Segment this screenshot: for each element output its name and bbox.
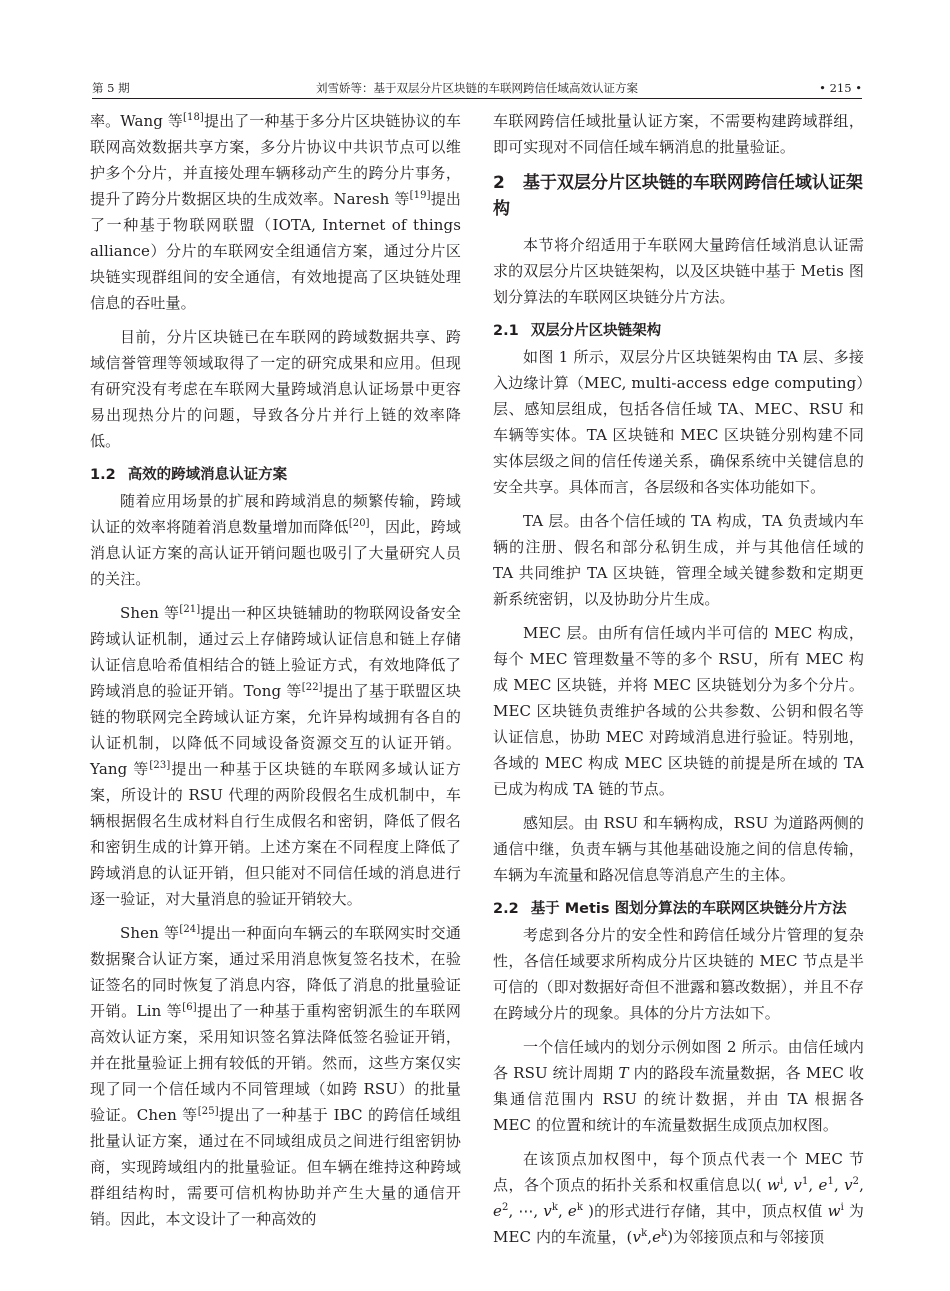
paragraph-ta-layer: TA 层。由各个信任域的 TA 构成，TA 负责域内车辆的注册、假名和部分私钥生成，并与其他信任域的 TA 共同维护 TA 区块链，管理全域关键参数和定期更新系统密钥，以及协助分片生成。 [493, 512, 864, 608]
text-run: 率。Wang 等 [90, 112, 183, 130]
text-run: , [808, 1176, 819, 1194]
citation-ref: k [641, 1228, 648, 1239]
text-run: 提出一种面向车辆云的车联网实时交通数据聚合认证方案，通过采用消息恢复签名技术，在验证签名的同时恢复了消息内容，降低了消息的批量验证开销。Lin 等 [90, 924, 462, 1020]
citation-ref: [21] [179, 604, 201, 615]
section-title: 基于 Metis 图划分算法的车联网区块链分片方法 [530, 901, 847, 917]
issue-number: 第 5 期 [92, 81, 130, 95]
section-heading-1-2 [90, 462, 461, 488]
paragraph-perception-layer: 感知层。由 RSU 和车辆构成，RSU 为道路两侧的通信中继，负责车辆与其他基础设施之间的信息传输，车辆为车流量和路况信息等消息产生的主体。 [493, 814, 864, 884]
text-run: 内的路段车流量数据，各 MEC 收集通信范围内 RSU 的统计数据，并由 TA 根据各 MEC 的位置和统计的车流量数据生成顶点加权图。 [493, 1064, 864, 1134]
right-column [493, 108, 864, 1258]
citation-ref: [18] [182, 112, 204, 123]
math-symbol: T [618, 1064, 629, 1082]
text-run: 提出了一种基于 IBC 的跨信任域组批量认证方案，通过在不同域组成员之间进行组密钥协商，实现跨域组内的批量验证。但车辆在维持这种跨域群组结构时，需要可信机构协助并产生大量的通信开销。因此，本文设计了一种高效的 [90, 1106, 461, 1228]
citation-ref: 1 [801, 1176, 809, 1187]
text-run: )为邻接顶点和与邻接顶 [667, 1228, 825, 1246]
citation-ref: 2 [501, 1202, 509, 1213]
citation-ref: 2 [852, 1176, 860, 1187]
section-title: 基于双层分片区块链的车联网跨信任域认证架构 [493, 173, 863, 219]
citation-ref: [19] [409, 190, 431, 201]
text-run: , [783, 1176, 794, 1194]
text-run: , [859, 1176, 864, 1194]
text-run: ，因此，跨域消息认证方案的高认证开销问题也吸引了大量研究人员的关注。 [90, 518, 461, 588]
paragraph-sharding-security: 考虑到各分片的安全性和跨信任域分片管理的复杂性，各信任域要求所构成分片区块链的 MEC 节点是半可信的（即对数据好奇但不泄露和篡改数据），并且不存在跨域分片的现象。具体的分片方法如下。 [493, 926, 864, 1022]
section-heading-2-1 [493, 318, 864, 344]
text-run: 提出了一种基于重构密钥派生的车联网高效认证方案，采用知识签名算法降低签名验证开销，并在批量验证上拥有较低的开销。然而，这些方案仅实现了同一个信任域内不同管理域（如跨 RSU）的批量验证。Chen 等 [90, 1002, 461, 1124]
citation-ref: i [779, 1176, 784, 1187]
text-run: )的形式进行存储，其中，顶点权值 [583, 1202, 828, 1220]
text-run: 为 MEC 内的车流量，( [493, 1202, 864, 1246]
text-run: 提出了基于联盟区块链的物联网完全跨域认证方案，允许异构域拥有各自的认证机制，以降低不同域设备资源交互的认证开销。Yang 等 [90, 682, 461, 778]
citation-ref: k [661, 1228, 668, 1239]
section-number: 2 [493, 173, 505, 193]
text-run: , ⋯, [508, 1202, 544, 1220]
citation-ref: [25] [197, 1106, 219, 1117]
text-run: , [558, 1202, 568, 1220]
paragraph-vertex-weighted-graph [493, 1146, 864, 1250]
section-title: 高效的跨域消息认证方案 [127, 467, 288, 483]
citation-ref: [22] [301, 682, 323, 693]
citation-ref: [24] [179, 924, 201, 935]
paragraph-partition-example [493, 1034, 864, 1138]
left-column [90, 108, 461, 1240]
section-heading-2 [493, 170, 864, 222]
paragraph-wang-naresh [90, 108, 461, 316]
paragraph-shen-tong-yang [90, 600, 461, 912]
paragraph-mec-layer: MEC 层。由所有信任域内半可信的 MEC 构成，每个 MEC 管理数量不等的多个 RSU，所有 MEC 构成 MEC 区块链，并将 MEC 区块链划分为多个分片。MEC 区块链负责维护各域的公共参数、公钥和假名等认证信息，协助 MEC 对跨域消息进行验证。特别地，各域的 MEC 构成 MEC 区块链的前提是所在域的 TA 已成为构成 TA 链的节点。 [493, 624, 864, 798]
paragraph-section-intro: 本节将介绍适用于车联网大量跨信任域消息认证需求的双层分片区块链架构，以及区块链中基于 Metis 图划分算法的车联网区块链分片方法。 [493, 236, 864, 306]
paragraph-cross-domain-cost [90, 488, 461, 592]
section-heading-2-2 [493, 896, 864, 922]
section-number: 2.2 [493, 901, 519, 917]
math-symbol: w [766, 1176, 780, 1194]
math-symbol: v [632, 1228, 642, 1246]
paragraph-shen-lin-chen [90, 920, 461, 1232]
citation-ref: i [840, 1202, 844, 1213]
citation-ref: [20] [348, 518, 370, 529]
paragraph-continuation: 车联网跨信任域批量认证方案，不需要构建跨域群组，即可实现对不同信任域车辆消息的批量验证。 [493, 112, 864, 156]
text-run: 一个信任域内的划分示例如图 2 所示。由信任域内各 RSU 统计周期 [493, 1038, 864, 1082]
math-symbol: e [818, 1176, 828, 1194]
text-run: 提出一种基于区块链的车联网多域认证方案，所设计的 RSU 代理的两阶段假名生成机制中，车辆根据假名生成材料自行生成假名和密钥，降低了假名和密钥生成的计算开销。上述方案在不同程度上降低了跨域消息的认证开销，但只能对不同信任域的消息进行逐一验证，对大量消息的验证开销较大。 [90, 760, 461, 908]
text-run: 提出一种区块链辅助的物联网设备安全跨域认证机制，通过云上存储跨域认证信息和链上存储认证信息哈希值相结合的链上验证方式，有效地降低了跨域消息的验证开销。Tong 等 [90, 604, 462, 700]
header-rule [92, 98, 862, 99]
math-symbol: v [543, 1202, 552, 1220]
math-symbol: v [844, 1176, 853, 1194]
math-symbol: e [493, 1202, 502, 1220]
math-symbol: e [652, 1228, 662, 1246]
section-number: 1.2 [90, 467, 116, 483]
citation-ref: k [551, 1202, 559, 1213]
math-symbol: e [567, 1202, 577, 1220]
section-title: 双层分片区块链架构 [530, 323, 662, 339]
text-run: Shen 等 [120, 604, 180, 622]
running-title: 刘雪娇等：基于双层分片区块链的车联网跨信任域高效认证方案 [316, 81, 638, 95]
running-header [92, 78, 862, 98]
citation-ref: [23] [149, 760, 171, 771]
paragraph-shard-blockchain-status: 目前，分片区块链已在车联网的跨域数据共享、跨域信誉管理等领域取得了一定的研究成果和应用。但现有研究没有考虑在车联网大量跨域消息认证场景中更容易出现热分片的问题，导致各分片并行上链的效率降低。 [90, 328, 461, 450]
text-run: Shen 等 [120, 924, 180, 942]
citation-ref: [6] [182, 1002, 197, 1013]
text-run: , [833, 1176, 845, 1194]
text-run: 提出了一种基于多分片区块链协议的车联网高效数据共享方案，多分片协议中共识节点可以维护多个分片，并直接处理车辆移动产生的跨分片事务，提升了跨分片数据区块的生成效率。Naresh 等 [90, 112, 462, 208]
text-run: , [647, 1228, 653, 1246]
text-run: 在该顶点加权图中，每个顶点代表一个 MEC 节点，各个顶点的拓扑关系和权重信息以( [493, 1150, 864, 1194]
page-number: • 215 • [819, 81, 862, 95]
math-symbol: v [793, 1176, 802, 1194]
paragraph-architecture: 如图 1 所示，双层分片区块链架构由 TA 层、多接入边缘计算（MEC, multi-access edge computing）层、感知层组成，包括各信任域 TA、MEC、RSU 和车辆等实体。TA 区块链和 MEC 区块链分别构建不同实体层级之间的信任传递关系，确保系统中关键信息的安全共享。具体而言，各层级和各实体功能如下。 [493, 348, 864, 496]
citation-ref: 1 [827, 1176, 834, 1187]
section-number: 2.1 [493, 323, 519, 339]
text-run: 随着应用场景的扩展和跨域消息的频繁传输，跨域认证的效率将随着消息数量增加而降低 [90, 492, 461, 536]
math-symbol: w [827, 1202, 841, 1220]
text-run: 提出了一种基于物联网联盟（IOTA, Internet of things alliance）分片的车联网安全组通信方案，通过分片区块链实现群组间的安全通信，有效地提高了区块链处理信息的吞吐量。 [90, 190, 461, 312]
citation-ref: k [576, 1202, 584, 1213]
